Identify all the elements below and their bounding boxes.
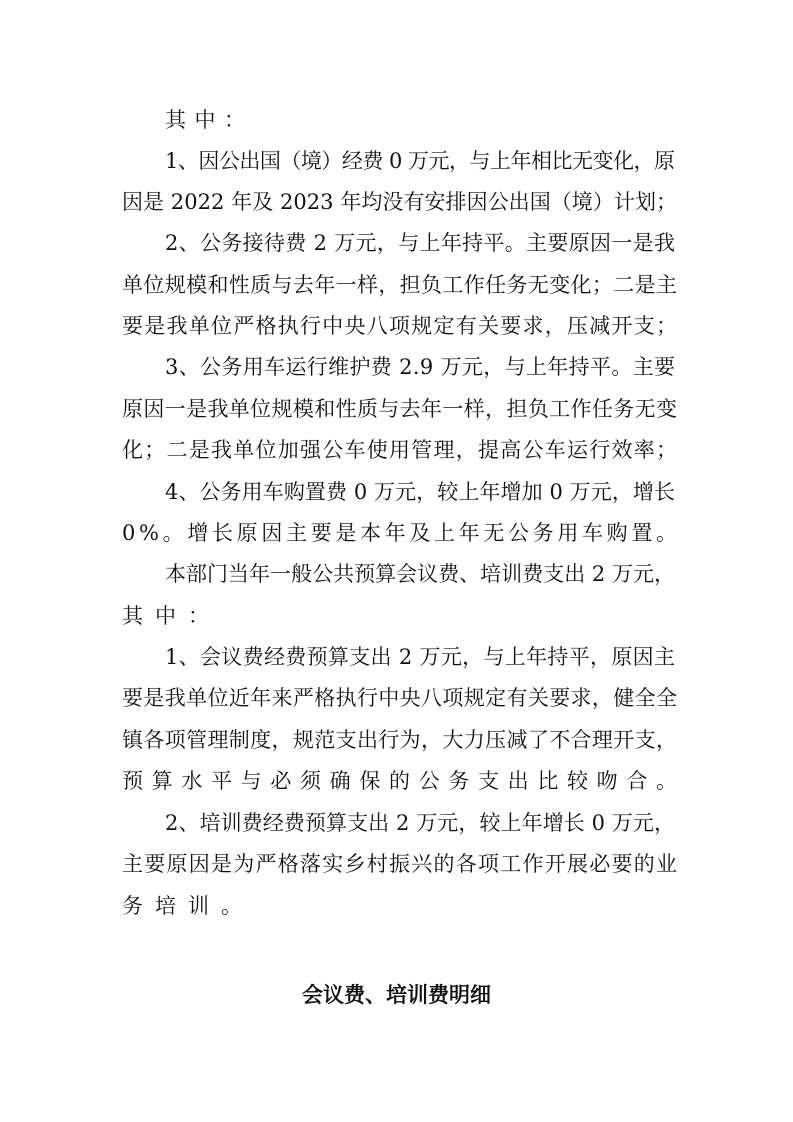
- paragraph-line: 原因一是我单位规模和性质与去年一样，担负工作任务无变: [122, 397, 678, 421]
- paragraph-line: 镇各项管理制度，规范支出行为，大力压减了不合理开支，: [122, 728, 678, 752]
- section-heading: 会议费、培训费明细: [302, 983, 491, 1007]
- paragraph-line: 因是 2022 年及 2023 年均没有安排因公出国（境）计划；: [122, 190, 678, 214]
- paragraph-line: 1、因公出国（境）经费 0 万元，与上年相比无变化，原: [165, 149, 675, 173]
- paragraph-line: 3、公务用车运行维护费 2.9 万元，与上年持平。主要: [165, 355, 676, 379]
- paragraph-line: 化；二是我单位加强公车使用管理，提高公车运行效率；: [122, 438, 679, 462]
- paragraph-line: 主要原因是为严格落实乡村振兴的各项工作开展必要的业: [122, 852, 679, 876]
- paragraph-line: 要是我单位近年来严格执行中央八项规定有关要求，健全全: [122, 686, 678, 710]
- paragraph-line: 2、公务接待费 2 万元，与上年持平。主要原因一是我: [165, 231, 676, 255]
- paragraph-line: 0%。增长原因主要是本年及上年无公务用车购置。: [122, 521, 681, 545]
- paragraph-line: 本部门当年一般公共预算会议费、培训费支出 2 万元，: [165, 562, 676, 586]
- paragraph-line: 其中：: [165, 108, 254, 132]
- paragraph-line: 其中：: [122, 604, 221, 628]
- paragraph-line: 2、培训费经费预算支出 2 万元，较上年增长 0 万元，: [165, 811, 676, 835]
- paragraph-line: 单位规模和性质与去年一样，担负工作任务无变化；二是主: [122, 273, 678, 297]
- paragraph-line: 要是我单位严格执行中央八项规定有关要求，压减开支；: [122, 314, 679, 338]
- paragraph-line: 预算水平与必须确保的公务支出比较吻合。: [122, 769, 686, 793]
- paragraph-line: 务培训。: [122, 894, 254, 918]
- paragraph-line: 4、公务用车购置费 0 万元，较上年增加 0 万元，增长: [165, 480, 676, 504]
- paragraph-line: 1、会议费经费预算支出 2 万元，与上年持平，原因主: [165, 645, 676, 669]
